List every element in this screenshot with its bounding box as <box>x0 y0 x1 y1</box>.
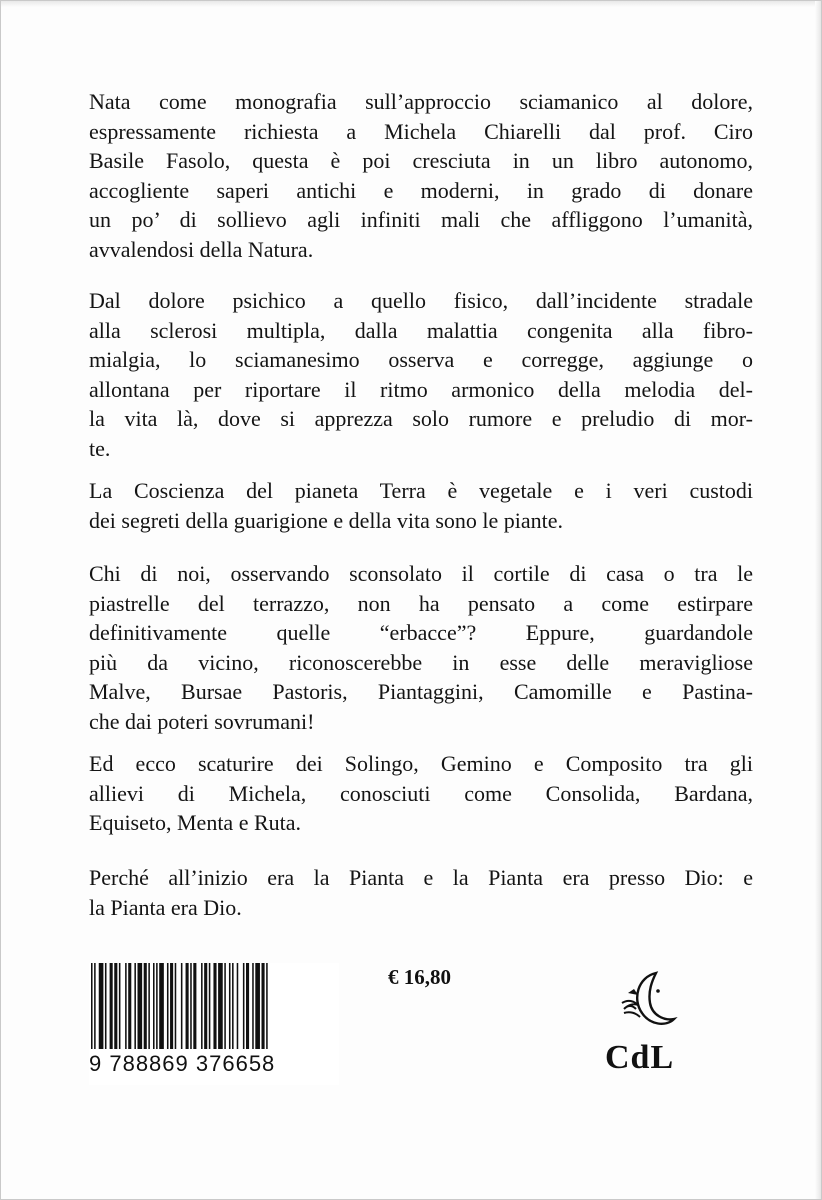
text-line: mialgia, lo sciamanesimo osserva e corregge, aggiunge o <box>89 347 753 372</box>
barcode-bar <box>237 963 239 1049</box>
text-line: la vita là, dove si apprezza solo rumore e preludio di mor- <box>89 406 753 431</box>
text-line: La Coscienza del pianeta Terra è vegetale e i veri custodi <box>89 478 753 503</box>
text-line: espressamente richiesta a Michela Chiarelli dal prof. Ciro <box>89 118 753 144</box>
barcode-bar <box>218 963 223 1049</box>
barcode-bar <box>119 963 121 1049</box>
barcode-bar <box>170 963 173 1049</box>
barcode-bar <box>134 963 136 1049</box>
barcode-bar <box>201 963 203 1049</box>
text-line: Nata come monografia sull’approccio sciamanico al dolore, <box>89 89 753 114</box>
text-line: un po’ di sollievo agli infiniti mali che affliggono l’umanità, <box>89 207 753 232</box>
barcode-bar <box>138 963 143 1049</box>
barcode-bar <box>94 963 96 1049</box>
text-line: Perché all’inizio era la Pianta e la Pianta era presso Dio: e <box>89 865 753 890</box>
text-line: avvalendosi della Natura. <box>89 236 314 262</box>
text-line: piastrelle del terrazzo, non ha pensato a come estirpare <box>89 590 753 616</box>
text-line: più da vicino, riconoscerebbe in esse delle meravigliose <box>89 649 753 675</box>
publisher-logo-text: CdL <box>605 1039 675 1076</box>
barcode-bar <box>167 963 169 1049</box>
moon-bird-icon <box>618 969 678 1031</box>
paragraph-dolore <box>89 286 753 463</box>
isbn-barcode <box>89 963 339 1085</box>
barcode-bar <box>252 963 254 1049</box>
barcode-bar <box>266 963 268 1049</box>
barcode-bar <box>213 963 216 1049</box>
price: € 16,80 <box>388 965 451 989</box>
paragraph-coscienza <box>89 476 753 535</box>
barcode-bar <box>186 963 189 1049</box>
paragraph-pianta <box>89 863 753 922</box>
text-line: la Pianta era Dio. <box>89 894 242 920</box>
text-line: allontana per riportare il ritmo armonico della melodia del- <box>89 376 753 402</box>
text-line: allievi di Michela, conosciuti come Consolida, Bardana, <box>89 780 753 806</box>
barcode-bar <box>159 963 164 1049</box>
barcode-bar <box>125 963 127 1049</box>
barcode-bar <box>114 963 117 1049</box>
barcode-bar <box>128 963 131 1049</box>
paragraph-erbacce <box>89 559 753 736</box>
barcode-bar <box>204 963 207 1049</box>
paragraph-intro <box>89 87 753 264</box>
text-line: Basile Fasolo, questa è poi cresciuta in un libro autonomo, <box>89 148 753 173</box>
text-line: accogliente saperi antichi e moderni, in grado di donare <box>89 177 753 203</box>
barcode-bar <box>193 963 196 1049</box>
barcode-bar <box>99 963 104 1049</box>
barcode-bar <box>156 963 158 1049</box>
barcode-bar <box>153 963 155 1049</box>
barcode-bar <box>209 963 211 1049</box>
barcode-bar <box>255 963 260 1049</box>
barcode-bar <box>105 963 107 1049</box>
text-line: Equiseto, Menta e Ruta. <box>89 810 302 835</box>
text-line: Malve, Bursae Pastoris, Piantaggini, Camomille e Pastina- <box>89 679 753 704</box>
barcode-bar <box>190 963 192 1049</box>
text-line: Ed ecco scaturire dei Solingo, Gemino e Composito tra gli <box>89 751 753 776</box>
barcode-bar <box>175 963 177 1049</box>
barcode-bar <box>243 963 245 1049</box>
text-line: te. <box>89 435 111 461</box>
paragraph-allievi <box>89 749 753 838</box>
barcode-bar <box>110 963 113 1049</box>
text-line: alla sclerosi multipla, dalla malattia congenita alla fibro- <box>89 317 753 343</box>
barcode-bar <box>148 963 150 1049</box>
text-line: che dai poteri sovrumani! <box>89 708 315 734</box>
barcode-bar <box>181 963 183 1049</box>
barcode-bars <box>89 963 339 1049</box>
text-line: definitivamente quelle “erbacce”? Eppure, guardandole <box>89 620 753 645</box>
barcode-bar <box>232 963 234 1049</box>
barcode-bar <box>91 963 93 1049</box>
barcode-bar <box>224 963 226 1049</box>
barcode-digits: 9 788869 376658 <box>89 1051 276 1076</box>
text-line: Chi di noi, osservando sconsolato il cortile di casa o tra le <box>89 561 753 586</box>
barcode-bar <box>262 963 265 1049</box>
barcode-bar <box>246 963 249 1049</box>
text-line: Dal dolore psichico a quello fisico, dall’incidente stradale <box>89 288 753 313</box>
barcode-bar <box>229 963 231 1049</box>
barcode-bar <box>144 963 147 1049</box>
text-line: dei segreti della guarigione e della vita sono le piante. <box>89 507 564 533</box>
